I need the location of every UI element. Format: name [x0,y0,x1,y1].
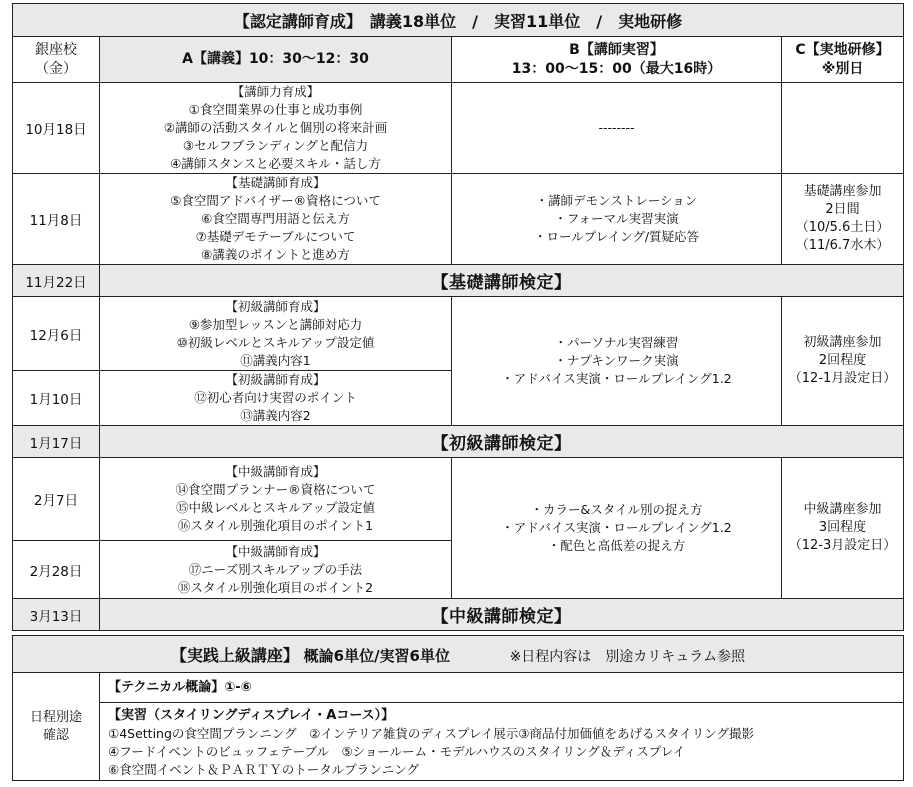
lecture-line: 【基礎講師育成】 [225,175,326,190]
table-title: 【認定講師育成】 講義18単位 / 実習11単位 / 実地研修 [13,4,904,37]
field-line: 中級講座参加 [803,502,882,517]
lecture-line: ⑪講義内容1 [240,352,311,368]
lecture-line: 【講師力育成】 [231,84,320,99]
lecture-cell [100,83,452,174]
header-school-line1: 銀座校 [35,41,77,58]
advanced-note: ※日程内容は 別途カリキュラム参照 [509,648,746,665]
schedule-label-line: 確認 [42,727,69,743]
header-school [13,37,100,83]
header-col-b [452,37,782,83]
advanced-title-bar [13,636,904,673]
header-col-b-line2: 13：00〜15：00（最大16時） [511,60,722,77]
check-label: 【初級講師検定】 [100,426,904,458]
practice-line: ・講師デモンストレーション [535,193,698,208]
field-cell [782,458,904,599]
date-cell: 10月18日 [13,83,100,174]
practice-cell [452,174,782,265]
technical-label: 【テクニカル概論】①-⑥ [108,679,252,695]
lecture-line: ④講師スタンスと必要スキル・話し方 [170,156,381,171]
practice-line: ・ナプキンワーク実演 [554,353,679,368]
lecture-line: ⑫初心者向け実習のポイント [194,390,357,405]
lecture-line: ⑨参加型レッスンと講師対応力 [188,316,363,332]
field-line: （12-1月設定日） [788,371,897,386]
check-label: 【中級講師検定】 [100,599,904,631]
field-line: （12-3月設定日） [788,538,897,553]
advanced-course-table [12,635,904,781]
lecture-cell [100,174,452,265]
practice-detail-cell [100,703,904,781]
date-cell: 2月28日 [13,541,100,599]
header-col-b-line1: B【講師実習】 [569,41,664,58]
lecture-line: ⑯スタイル別強化項目のポイント1 [177,518,374,533]
lecture-line: ⑱スタイル別強化項目のポイント2 [177,579,374,595]
schedule-label-cell [13,673,100,781]
schedule-label-line: 日程別途 [29,709,82,725]
lecture-line: ③セルフブランディングと配信力 [182,138,369,153]
header-col-c-line2: ※別日 [821,60,864,77]
practice-cell [452,297,782,426]
lecture-line: ⑮中級レベルとスキルアップ設定値 [175,500,375,515]
lecture-cell [100,458,452,541]
check-date: 1月17日 [13,426,100,458]
header-school-line2: （金） [35,60,77,77]
field-cell [782,83,904,174]
practice-line: ・フォーマル実習実演 [554,211,679,226]
practice-cell [452,83,782,174]
lecture-line: 【初級講師育成】 [225,372,326,387]
date-cell: 2月7日 [13,458,100,541]
lecture-line: ②講師の活動スタイルと個別の将来計画 [163,120,388,135]
field-line: 初級講座参加 [803,335,882,350]
lecture-line: ⑭食空間プランナー®資格について [175,482,376,497]
header-col-c-line1: C【実地研修】 [795,41,890,58]
lecture-line: ⑰ニーズ別スキルアップの手法 [188,561,363,577]
field-line: 2日間 [825,202,860,217]
check-label: 【基礎講師検定】 [100,265,904,297]
lecture-line: ⑧講義のポイントと進め方 [201,247,350,262]
date-cell: 1月10日 [13,371,100,426]
field-cell [782,297,904,426]
practice-line: ・パーソナル実習練習 [554,335,679,350]
practice-line: ・アドバイス実演・ロールプレイング1.2 [501,371,732,386]
check-date: 11月22日 [13,265,100,297]
lecture-line: ⑩初級レベルとスキルアップ設定値 [176,334,375,350]
lecture-cell [100,297,452,371]
lecture-cell [100,541,452,599]
practice-line: -------- [598,120,635,135]
field-line: （10/5.6土日） [795,220,890,235]
field-line: （11/6.7水木） [795,238,890,253]
practice-line: ・カラー&スタイル別の捉え方 [530,502,703,517]
practice-cell [452,458,782,599]
practice-detail-title: 【実習（スタイリングディスプレイ・Aコース）】 [108,708,395,723]
lecture-line: ⑦基礎デモテーブルについて [195,229,356,244]
check-date: 3月13日 [13,599,100,631]
practice-detail-line: ⑥食空間イベント＆ＰＡＲＴＹのトータルプランニング [108,762,419,777]
lecture-cell [100,371,452,426]
lecture-line: ⑥食空間専門用語と伝え方 [201,211,350,226]
technical-cell [100,673,904,703]
lecture-line: 【中級講師育成】 [225,543,326,559]
practice-line: ・配色と高低差の捉え方 [547,538,686,553]
date-cell: 11月8日 [13,174,100,265]
practice-detail-line: ①4Settingの食空間プランニング ②インテリア雑貨のディスプレイ展示③商品付加価値をあげるスタイリング撮影 [108,726,754,741]
lecture-line: ⑤食空間アドバイザー®資格について [170,193,381,208]
advanced-title: 【実践上級講座】 [170,645,299,665]
lecture-line: 【初級講師育成】 [225,298,326,314]
field-line: 2回程度 [818,353,867,368]
field-cell [782,174,904,265]
field-line: 基礎講座参加 [803,184,882,199]
lecture-line: 【中級講師育成】 [225,464,326,479]
advanced-units: 概論6単位/実習6単位 [303,646,450,665]
lecture-line: ⑬講義内容2 [240,408,311,423]
practice-line: ・ロールプレイング/質疑応答 [533,229,700,244]
header-col-a: A【講義】10：30〜12：30 [100,37,452,83]
field-line: 3回程度 [818,520,867,535]
date-cell: 12月6日 [13,297,100,371]
practice-detail-line: ④フードイベントのビュッフェテーブル ⑤ショールーム・モデルハウスのスタイリング＆ディスプレイ [108,744,686,759]
lecture-line: ①食空間業界の仕事と成功事例 [188,102,363,117]
header-col-c [782,37,904,83]
practice-line: ・アドバイス実演・ロールプレイング1.2 [501,520,732,535]
certified-instructor-table [12,3,904,631]
